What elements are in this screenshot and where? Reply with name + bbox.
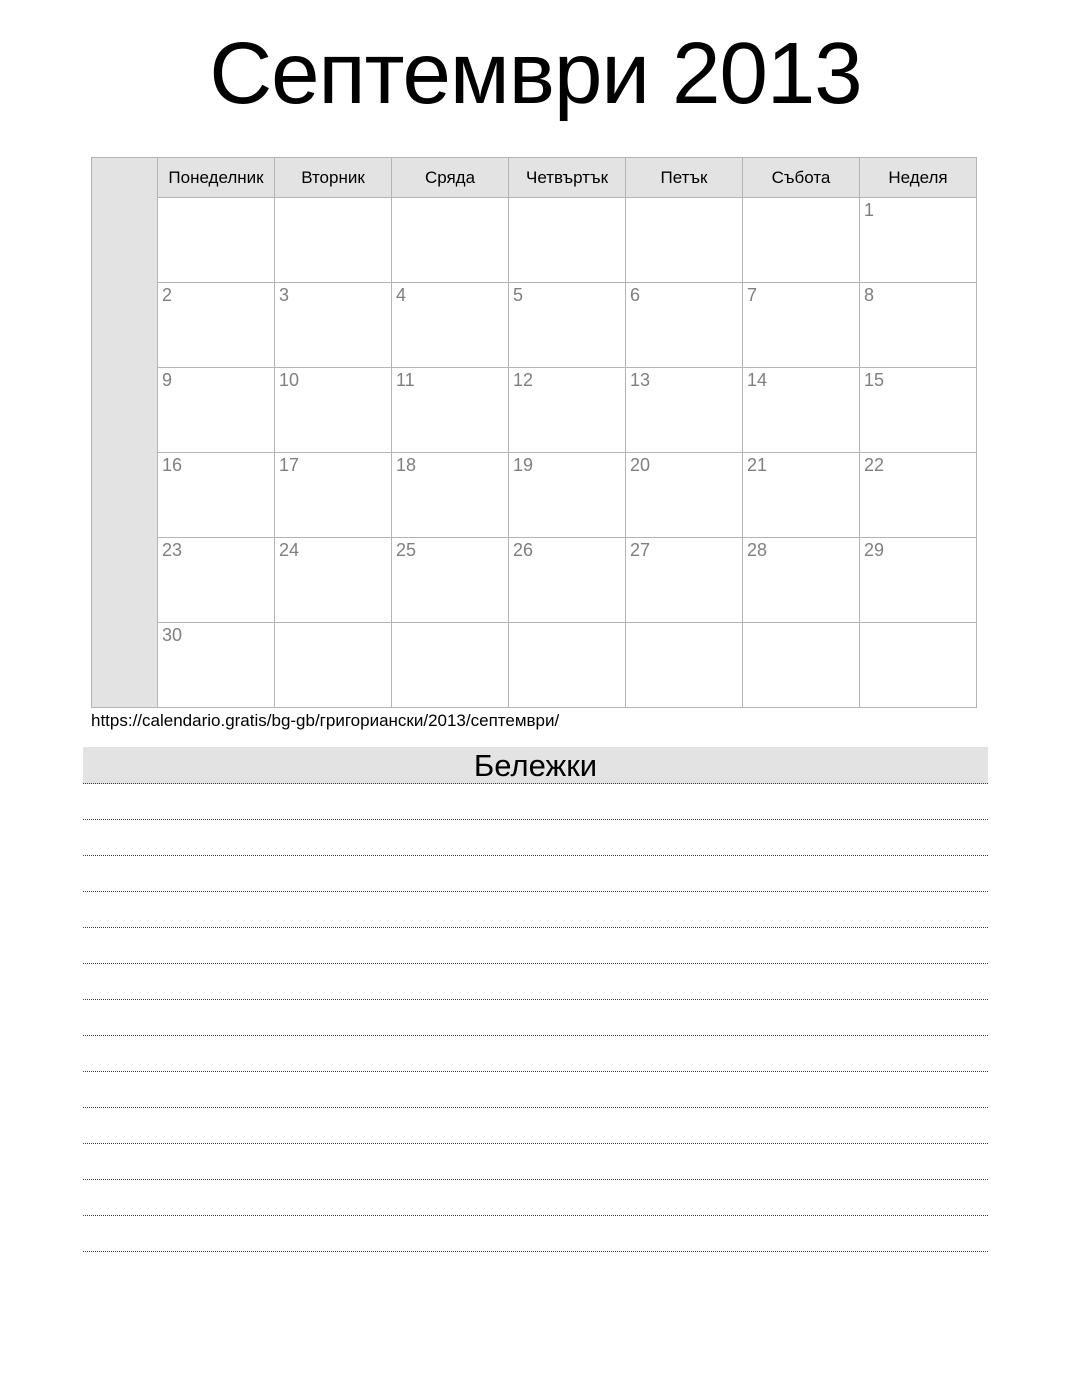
- day-cell: 26: [509, 538, 626, 623]
- weekday-friday: Петък: [626, 158, 743, 198]
- page-title: Септември 2013: [209, 25, 862, 122]
- day-cell: 19: [509, 453, 626, 538]
- note-line: [83, 1180, 988, 1216]
- day-cell: 20: [626, 453, 743, 538]
- day-cell: 9: [158, 368, 275, 453]
- weekday-wednesday: Сряда: [392, 158, 509, 198]
- weekday-header-row: [92, 158, 977, 198]
- calendar-week-row: [92, 283, 977, 368]
- day-cell: 5: [509, 283, 626, 368]
- day-cell: [743, 198, 860, 283]
- day-cell: 12: [509, 368, 626, 453]
- note-line: [83, 892, 988, 928]
- day-cell: 30: [158, 623, 275, 708]
- day-cell: [860, 623, 977, 708]
- day-cell: 10: [275, 368, 392, 453]
- day-cell: 29: [860, 538, 977, 623]
- weekday-tuesday: Вторник: [275, 158, 392, 198]
- note-line: [83, 1036, 988, 1072]
- note-line: [83, 856, 988, 892]
- notes-section: [83, 747, 988, 1252]
- calendar-week-row: [92, 368, 977, 453]
- note-line: [83, 1144, 988, 1180]
- calendar-gutter: [92, 158, 158, 708]
- day-cell: [509, 623, 626, 708]
- day-cell: [392, 623, 509, 708]
- note-line: [83, 1072, 988, 1108]
- day-cell: [392, 198, 509, 283]
- day-cell: 3: [275, 283, 392, 368]
- day-cell: 4: [392, 283, 509, 368]
- day-cell: [275, 623, 392, 708]
- weekday-monday: Понеделник: [158, 158, 275, 198]
- weekday-thursday: Четвъртък: [509, 158, 626, 198]
- day-cell: 1: [860, 198, 977, 283]
- notes-header: Бележки: [83, 747, 988, 784]
- day-cell: 14: [743, 368, 860, 453]
- note-line: [83, 820, 988, 856]
- day-cell: 27: [626, 538, 743, 623]
- day-cell: 24: [275, 538, 392, 623]
- note-line: [83, 784, 988, 820]
- calendar-week-row: [92, 453, 977, 538]
- note-line: [83, 964, 988, 1000]
- day-cell: [626, 623, 743, 708]
- day-cell: 15: [860, 368, 977, 453]
- note-line: [83, 928, 988, 964]
- day-cell: 6: [626, 283, 743, 368]
- day-cell: 17: [275, 453, 392, 538]
- calendar-week-row: [92, 623, 977, 708]
- calendar-week-row: [92, 198, 977, 283]
- day-cell: 7: [743, 283, 860, 368]
- notes-lines: [83, 784, 988, 1252]
- day-cell: [158, 198, 275, 283]
- day-cell: [626, 198, 743, 283]
- day-cell: 21: [743, 453, 860, 538]
- day-cell: 8: [860, 283, 977, 368]
- day-cell: [743, 623, 860, 708]
- note-line: [83, 1000, 988, 1036]
- note-line: [83, 1108, 988, 1144]
- source-url: https://calendario.gratis/bg-gb/григориански/2013/септември/: [91, 711, 560, 730]
- weekday-sunday: Неделя: [860, 158, 977, 198]
- day-cell: [275, 198, 392, 283]
- day-cell: 16: [158, 453, 275, 538]
- day-cell: 13: [626, 368, 743, 453]
- day-cell: 18: [392, 453, 509, 538]
- day-cell: 23: [158, 538, 275, 623]
- calendar-table: [91, 157, 977, 708]
- day-cell: [509, 198, 626, 283]
- weekday-saturday: Събота: [743, 158, 860, 198]
- calendar-week-row: [92, 538, 977, 623]
- day-cell: 28: [743, 538, 860, 623]
- day-cell: 22: [860, 453, 977, 538]
- day-cell: 11: [392, 368, 509, 453]
- day-cell: 25: [392, 538, 509, 623]
- note-line: [83, 1216, 988, 1252]
- day-cell: 2: [158, 283, 275, 368]
